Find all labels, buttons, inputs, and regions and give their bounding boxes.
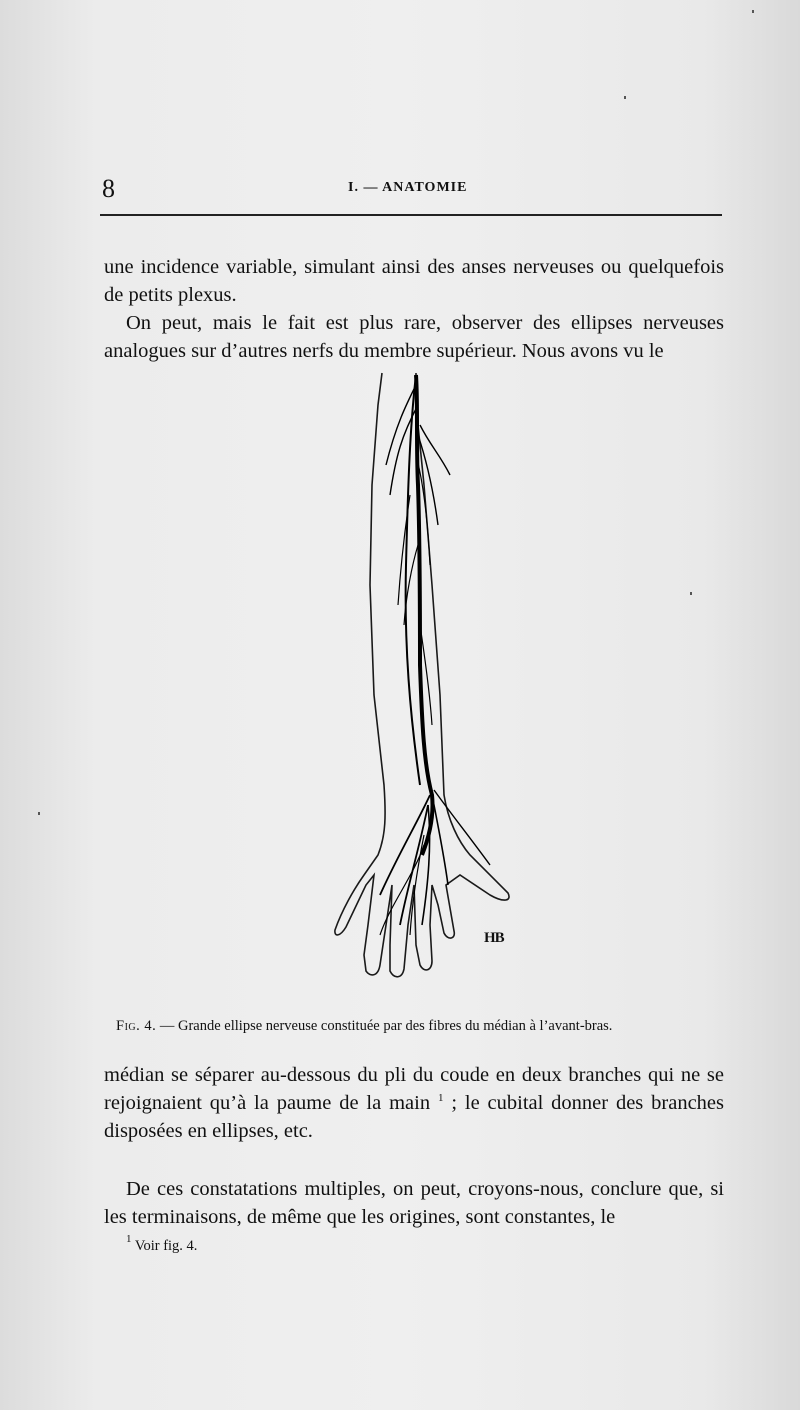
paper-speck	[38, 812, 40, 815]
footnote-marker: 1	[126, 1232, 132, 1245]
figure-label: Fig. 4.	[116, 1017, 157, 1034]
paper-speck	[690, 592, 692, 595]
footnote-reference: 1	[437, 1091, 444, 1104]
paragraph-3-text: médian se séparer au-dessous du pli du coude en deux branches qui ne se rejoignaient qu’à la paume de la main	[104, 1063, 724, 1114]
paragraph-1: une incidence variable, simulant ainsi des anses nerveuses ou quelquefois de petits plexus.	[104, 255, 724, 306]
paragraph-3	[104, 1061, 724, 1145]
section-title: I. — ANATOMIE	[348, 180, 468, 195]
footnote	[126, 1232, 198, 1255]
figure-caption-text: — Grande ellipse nerveuse constituée par des fibres du médian à l’avant-bras.	[156, 1017, 613, 1034]
paragraph-2: On peut, mais le fait est plus rare, observer des ellipses nerveuses analogues sur d’autres nerfs du membre supérieur. Nous avons vu le	[104, 311, 724, 362]
forearm-nerve-illustration	[320, 365, 540, 985]
paragraph-3-continuation: ; le cubital donner des branches disposées en ellipses, etc.	[104, 1091, 725, 1142]
paragraph-4: De ces constatations multiples, on peut, croyons-nous, conclure que, si les terminaisons, de même que les origines, sont constantes, le	[104, 1177, 724, 1228]
figure-caption	[116, 1017, 736, 1035]
paper-speck	[752, 10, 754, 13]
nerve-branch	[420, 425, 450, 475]
digital-nerve	[432, 795, 448, 885]
page-number: 8	[102, 174, 115, 203]
forearm-drawing	[320, 365, 540, 985]
running-head	[100, 172, 722, 202]
footnote-text: Voir fig. 4.	[131, 1237, 198, 1254]
paper-speck	[624, 96, 626, 99]
median-nerve-trunk	[416, 375, 433, 855]
nerve-branch	[390, 405, 418, 495]
header-rule	[100, 214, 722, 216]
digital-nerve	[422, 805, 430, 925]
illustrator-signature: HB	[484, 930, 504, 946]
